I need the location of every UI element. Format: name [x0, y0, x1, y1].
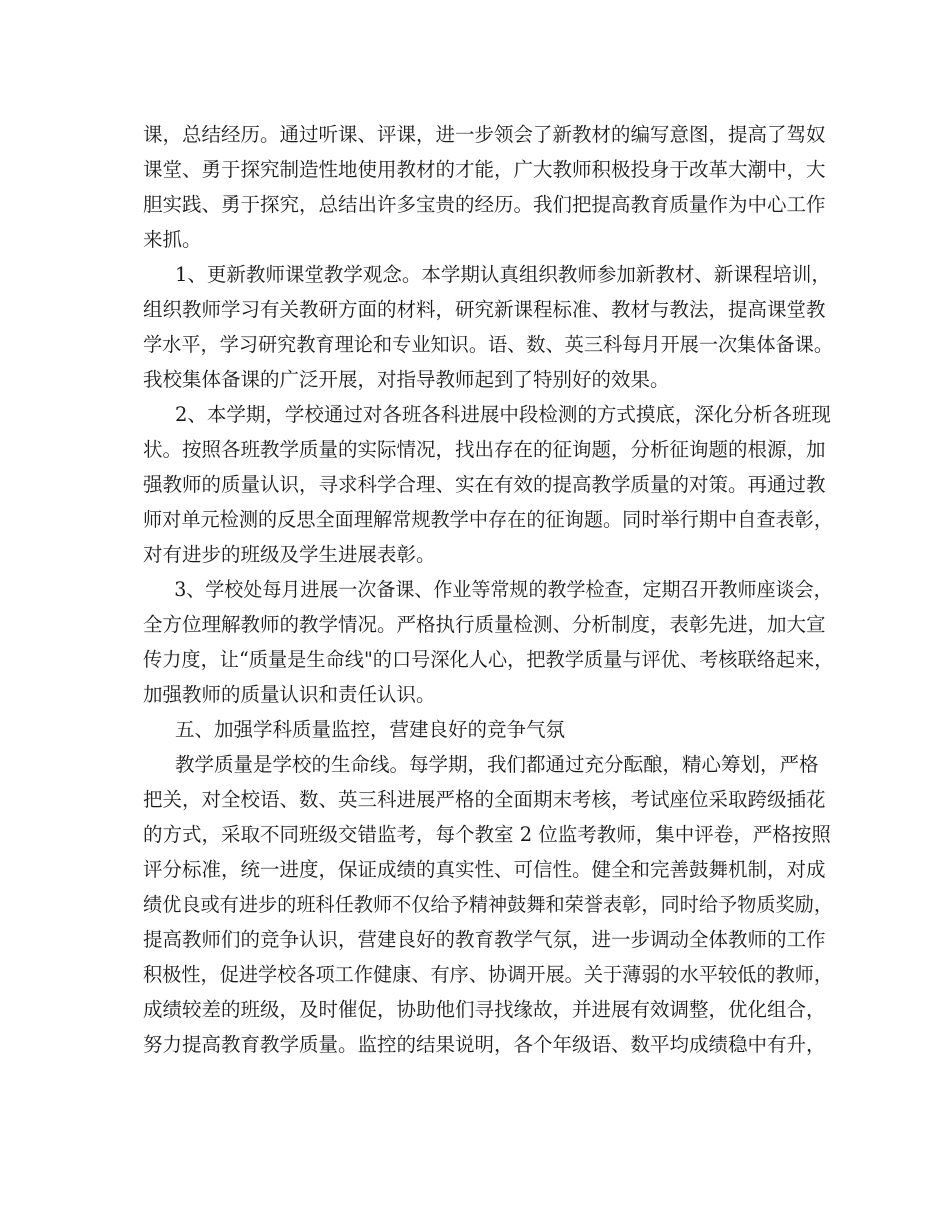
text-line: 传力度，让“质量是生命线"的口号深化人心，把教学质量与评优、考核联络起来，: [143, 648, 834, 671]
text-line: 师对单元检测的反思全面理解常规教学中存在的征询题。同时举行期中自查表彰，: [143, 508, 834, 531]
text-line: 课堂、勇于探究制造性地使用教材的才能，广大教师积极投身于改革大潮中，大: [143, 158, 826, 181]
text-line: 胆实践、勇于探究，总结出许多宝贵的经历。我们把提高教育质量作为中心工作: [143, 193, 826, 216]
text-line: 五、加强学科质量监控，营建良好的竞争气氛: [175, 718, 566, 741]
text-line: 对有进步的班级及学生进展表彰。: [143, 543, 436, 566]
text-line: 积极性，促进学校各项工作健康、有序、协调开展。关于薄弱的水平较低的教师，: [143, 963, 834, 986]
text-line: 评分标准，统一进度，保证成绩的真实性、可信性。健全和完善鼓舞机制，对成: [143, 858, 826, 881]
text-line: 学水平，学习研究教育理论和专业知识。语、数、英三科每月开展一次集体备课。: [143, 333, 834, 356]
text-line: 状。按照各班教学质量的实际情况，找出存在的征询题，分析征询题的根源，加: [143, 438, 826, 461]
text-line: 努力提高教育教学质量。监控的结果说明，各个年级语、数平均成绩稳中有升，: [143, 1033, 826, 1056]
text-line: 强教师的质量认识，寻求科学合理、实在有效的提高教学质量的对策。再通过教: [143, 473, 826, 496]
text-line: 教学质量是学校的生命线。每学期，我们都通过充分酝酿，精心筹划，严格: [175, 753, 819, 776]
text-line: 来抓。: [143, 228, 202, 251]
text-line: 组织教师学习有关教研方面的材料，研究新课程标准、教材与教法，提高课堂教: [143, 298, 826, 321]
document-body: [143, 117, 833, 1062]
text-line: 把关，对全校语、数、英三科进展严格的全面期末考核，考试座位采取跨级插花: [143, 788, 826, 811]
text-line: 绩优良或有进步的班科任教师不仅给予精神鼓舞和荣誉表彰，同时给予物质奖励，: [143, 893, 834, 916]
text-line: 的方式，采取不同班级交错监考，每个教室 2 位监考教师，集中评卷，严格按照: [143, 823, 831, 846]
text-line: 加强教师的质量认识和责任认识。: [143, 683, 436, 706]
text-line: 1、更新教师课堂教学观念。本学期认真组织教师参加新教材、新课程培训，: [175, 263, 831, 286]
text-line: 3、学校处每月进展一次备课、作业等常规的教学检查，定期召开教师座谈会，: [174, 578, 833, 601]
text-line: 2、本学期，学校通过对各班各科进展中段检测的方式摸底，深化分析各班现: [175, 403, 831, 426]
text-line: 成绩较差的班级，及时催促，协助他们寻找缘故，并进展有效调整，优化组合，: [143, 998, 826, 1021]
text-line: 我校集体备课的广泛开展，对指导教师起到了特别好的效果。: [143, 368, 670, 391]
text-line: 全方位理解教师的教学情况。严格执行质量检测、分析制度，表彰先进，加大宣: [143, 613, 826, 636]
text-line: 课，总结经历。通过听课、评课，进一步领会了新教材的编写意图，提高了驾奴: [143, 123, 826, 146]
text-line: 提高教师们的竞争认识，营建良好的教育教学气氛，进一步调动全体教师的工作: [143, 928, 826, 951]
